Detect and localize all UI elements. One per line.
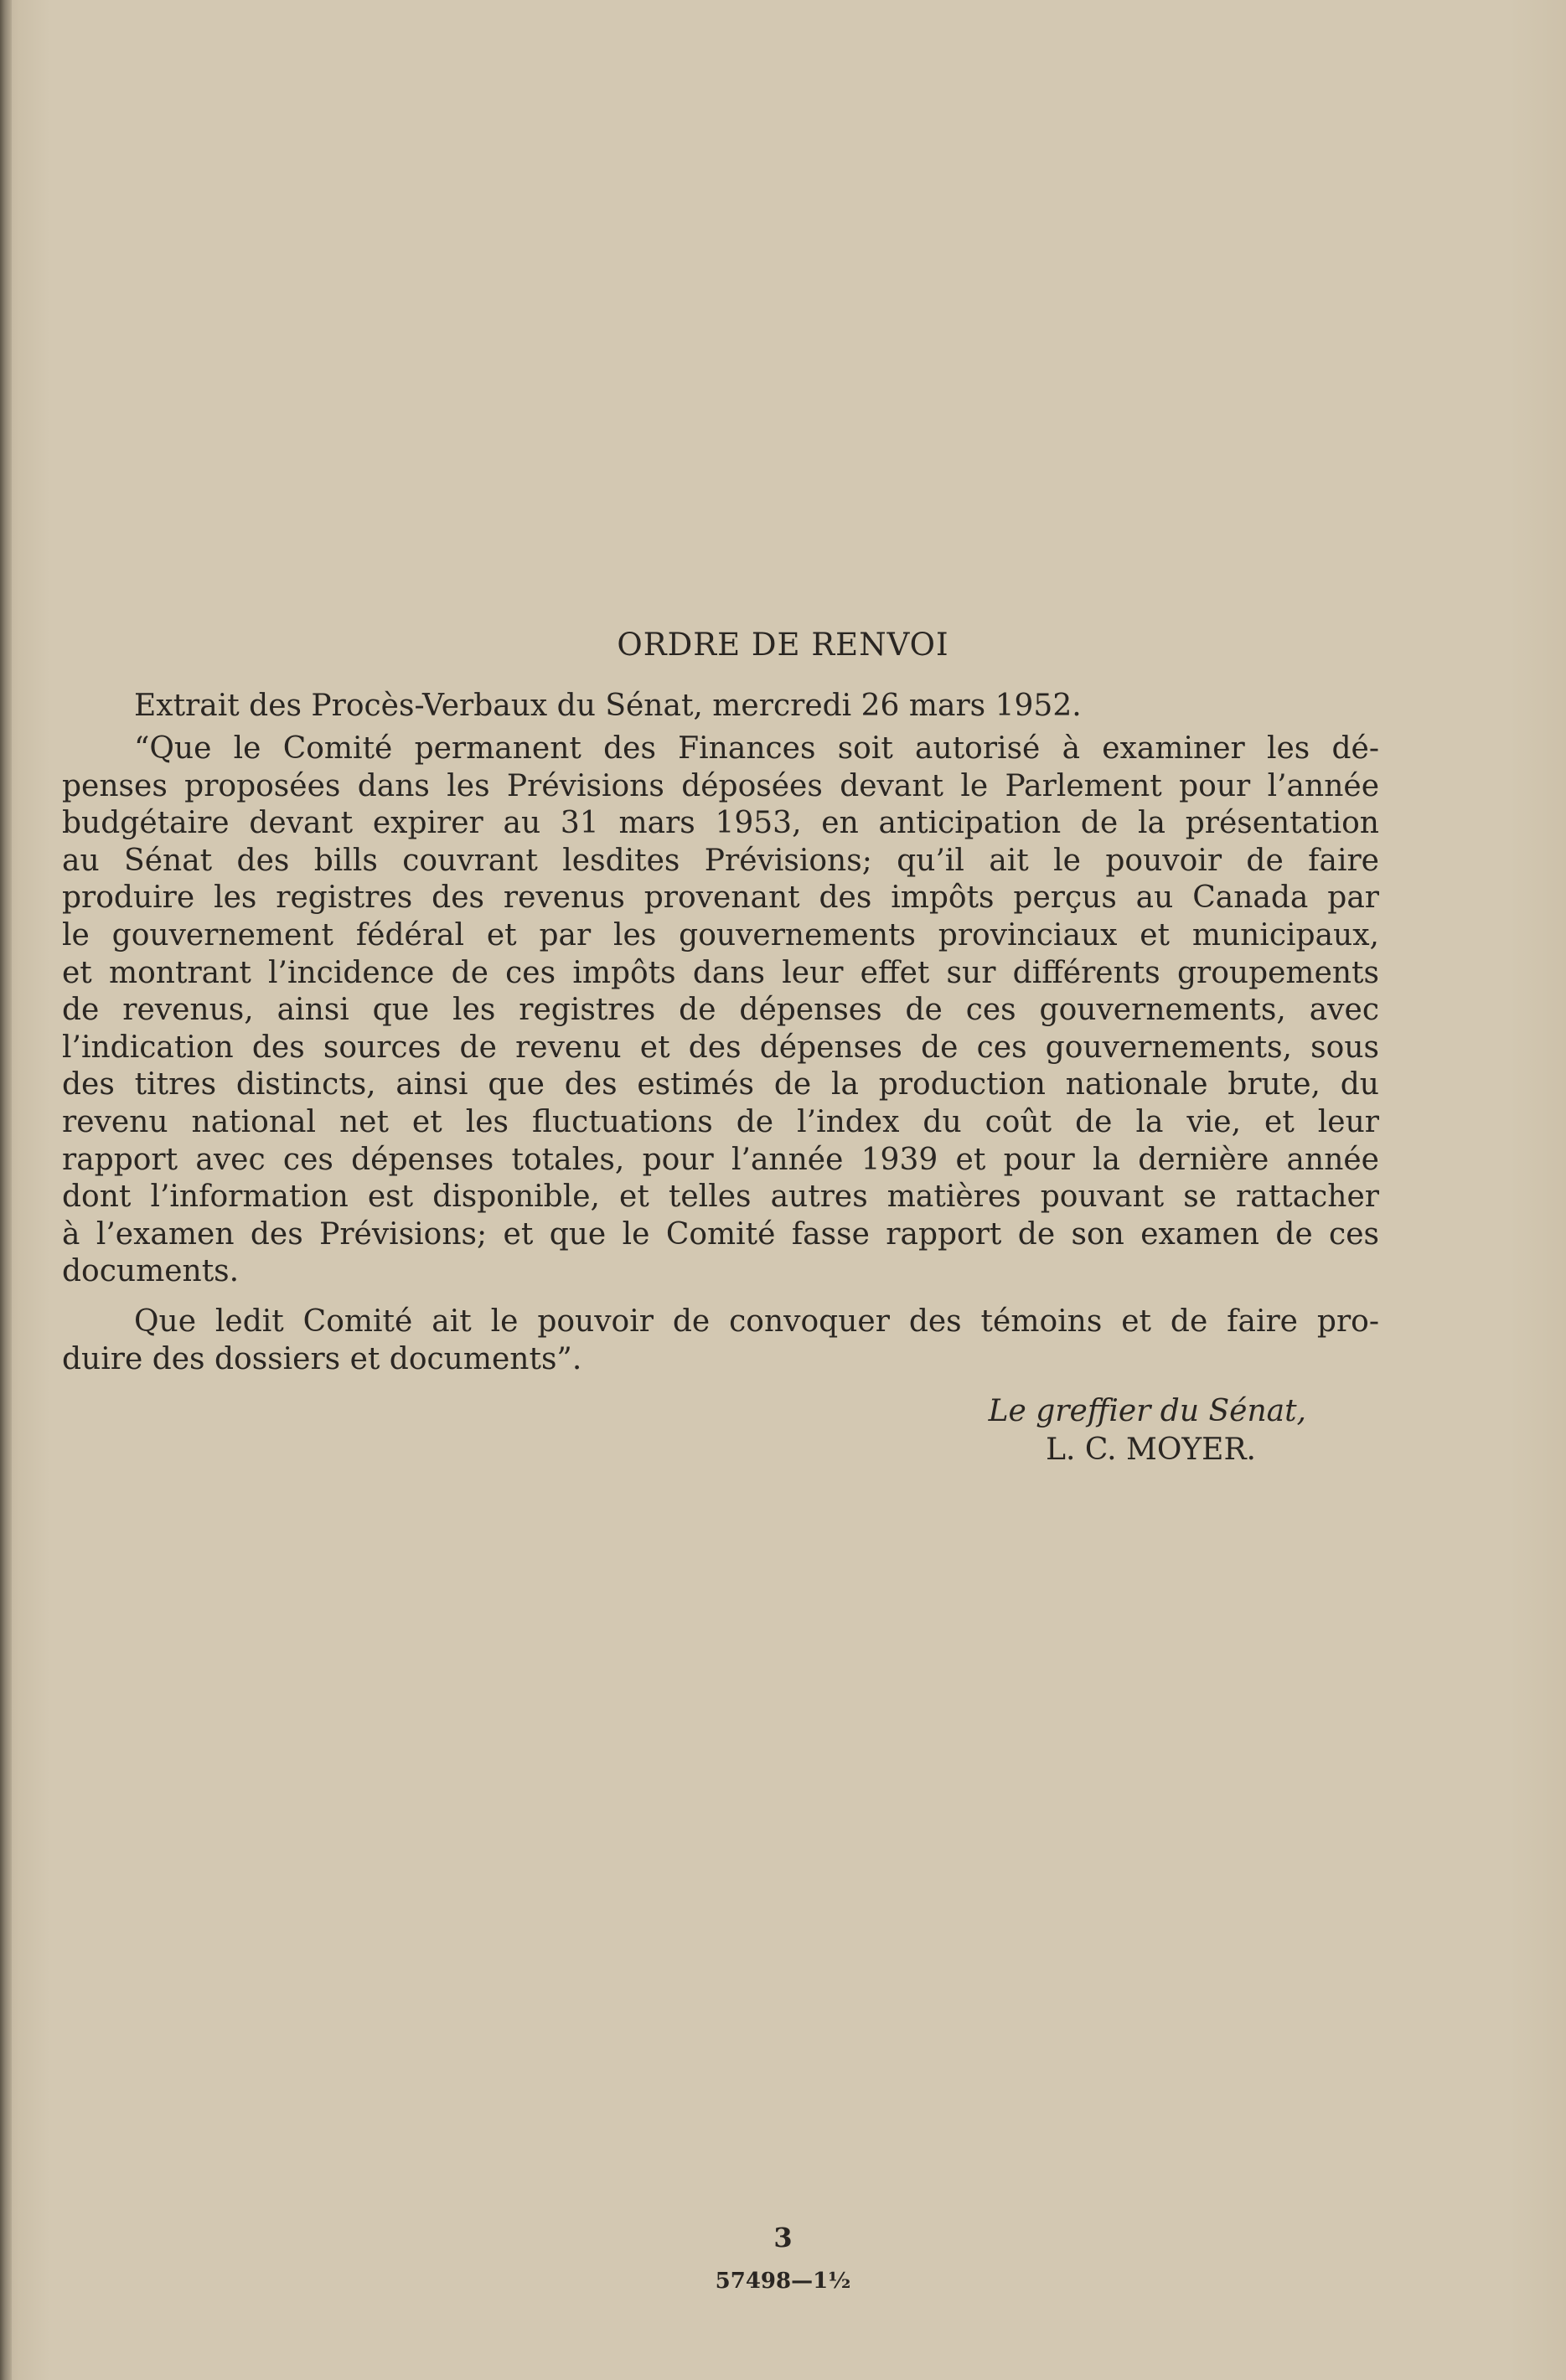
paragraph-1-line: à l’examen des Prévisions; et que le Comité fasse rapport de son examen de ces bbox=[62, 1216, 1379, 1252]
paragraph-1-line: de revenus, ainsi que les registres de dépenses de ces gouvernements, avec bbox=[62, 993, 1379, 1028]
paragraph-1-line: documents. bbox=[62, 1254, 240, 1289]
paragraph-1-line: des titres distincts, ainsi que des estimés de la production nationale brute, du bbox=[62, 1067, 1379, 1102]
paragraph-2-line: duire des dossiers et documents”. bbox=[62, 1341, 582, 1376]
page-number: 3 bbox=[773, 2222, 793, 2254]
document-title: ORDRE DE RENVOI bbox=[617, 627, 949, 663]
paragraph-1-line: au Sénat des bills couvrant lesdites Prévisions; qu’il ait le pouvoir de faire bbox=[62, 843, 1379, 878]
paragraph-1-line: revenu national net et les fluctuations de l’index du coût de la vie, et leur bbox=[62, 1104, 1379, 1139]
paragraph-2 bbox=[62, 1304, 1379, 1378]
binding-edge bbox=[0, 0, 12, 2380]
paragraph-1-line: rapport avec ces dépenses totales, pour l’année 1939 et pour la dernière année bbox=[62, 1142, 1379, 1177]
paragraph-1-line: et montrant l’incidence de ces impôts dans leur effet sur différents groupements bbox=[62, 955, 1379, 990]
paragraph-1-line: dont l’information est disponible, et telles autres matières pouvant se rattacher bbox=[62, 1180, 1379, 1215]
paragraph-1-line: penses proposées dans les Prévisions déposées devant le Parlement pour l’année bbox=[62, 768, 1379, 803]
signature-name: L. C. MOYER. bbox=[1046, 1433, 1256, 1467]
paragraph-1-line: le gouvernement fédéral et par les gouvernements provinciaux et municipaux, bbox=[62, 917, 1379, 953]
paragraph-1 bbox=[62, 731, 1379, 1291]
paragraph-2-line: Que ledit Comité ait le pouvoir de convoquer des témoins et de faire pro- bbox=[134, 1304, 1379, 1339]
print-code: 57498—1½ bbox=[715, 2269, 851, 2294]
paragraph-1-line: budgétaire devant expirer au 31 mars 1953, en anticipation de la présentation bbox=[62, 806, 1379, 841]
extract-line: Extrait des Procès-Verbaux du Sénat, mercredi 26 mars 1952. bbox=[134, 689, 1082, 723]
signature-block bbox=[989, 1392, 1306, 1469]
signature-title: Le greffier du Sénat, bbox=[988, 1394, 1306, 1428]
paragraph-1-line: produire les registres des revenus provenant des impôts perçus au Canada par bbox=[62, 880, 1379, 916]
paragraph-1-line: “Que le Comité permanent des Finances soit autorisé à examiner les dé- bbox=[134, 731, 1379, 766]
paragraph-1-line: l’indication des sources de revenu et des dépenses de ces gouvernements, sous bbox=[62, 1030, 1379, 1065]
